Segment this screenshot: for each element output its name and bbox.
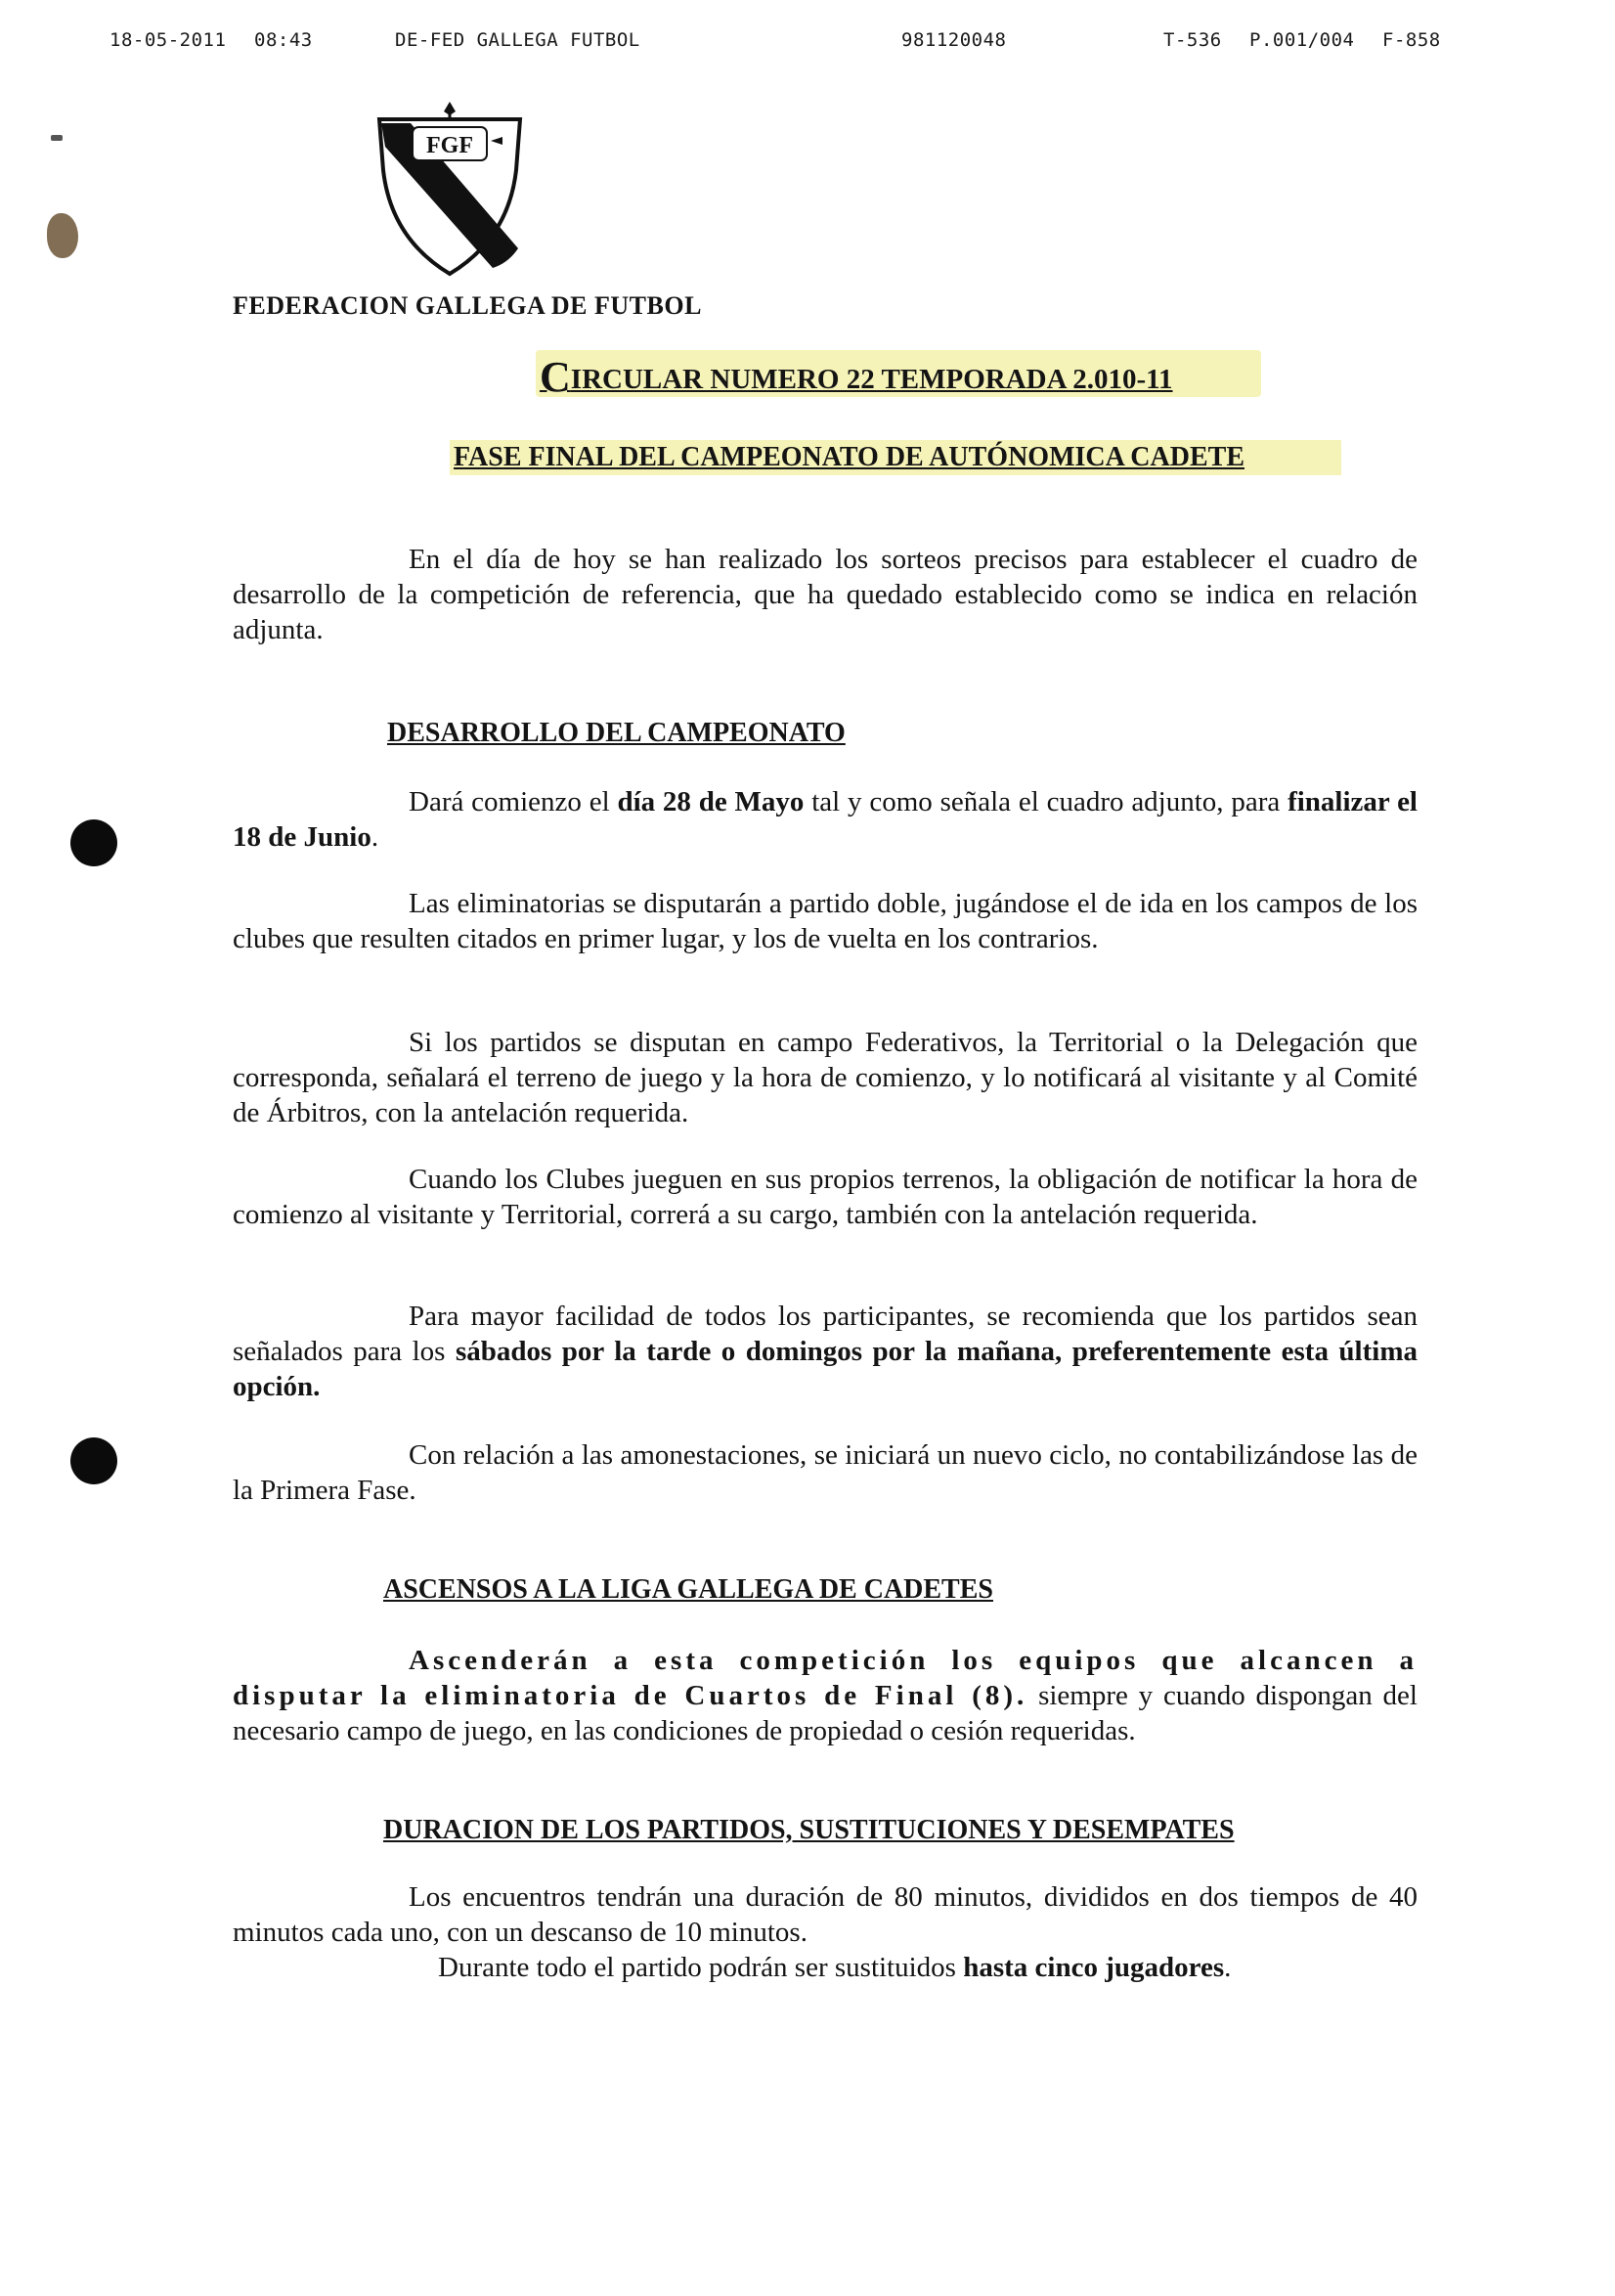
fax-time: 08:43 — [254, 29, 313, 51]
desarrollo-paragraph-4: Cuando los Clubes jueguen en sus propios terrenos, la obligación de notificar la hora de comienzo al visitante y Territorial, correrá a su cargo, también con la antelación requerida. — [233, 1164, 1418, 1230]
scan-speck — [51, 135, 63, 141]
section-desarrollo-title: DESARROLLO DEL CAMPEONATO — [387, 718, 846, 748]
desarrollo-paragraph-3: Si los partidos se disputan en campo Federativos, la Territorial o la Delegación que corresponda, señalará el terreno de juego y la hora de comienzo, y lo notificará al visitante y al Comité de Árbitros, con la antelación requerida. — [233, 1027, 1418, 1128]
fax-header — [0, 18, 1615, 57]
crest-letters: FGF — [426, 133, 473, 158]
fax-date: 18-05-2011 — [109, 29, 227, 51]
scan-smudge — [47, 213, 78, 258]
punch-hole-bottom — [70, 1437, 117, 1484]
circular-initial: C — [540, 353, 571, 401]
federation-crest-logo — [371, 102, 528, 278]
desarrollo-paragraph-1: Dará comienzo el día 28 de Mayo tal y como señala el cuadro adjunto, para finalizar el 18 de Junio. — [233, 786, 1418, 853]
document-subtitle: FASE FINAL DEL CAMPEONATO DE AUTÓNOMICA CADETE — [454, 442, 1244, 472]
section-ascensos-title: ASCENSOS A LA LIGA GALLEGA DE CADETES — [383, 1574, 993, 1605]
organization-name: FEDERACION GALLEGA DE FUTBOL — [233, 291, 702, 320]
ascensos-paragraph: Ascenderán a esta competición los equipos que alcancen a disputar la eliminatoria de Cuartos de Final (8). siempre y cuando dispongan del necesario campo de juego, en las condiciones de propiedad o cesión requeridas. — [233, 1645, 1418, 1746]
fax-phone: 981120048 — [901, 29, 1007, 51]
fax-sender: DE-FED GALLEGA FUTBOL — [395, 29, 640, 51]
desarrollo-paragraph-6: Con relación a las amonestaciones, se iniciará un nuevo ciclo, no contabilizándose las de la Primera Fase. — [233, 1439, 1418, 1506]
desarrollo-paragraph-2: Las eliminatorias se disputarán a partido doble, jugándose el de ida en los campos de los clubes que resulten citados en primer lugar, y los de vuelta en los contrarios. — [233, 888, 1418, 954]
fax-code: T-536 — [1163, 29, 1222, 51]
punch-hole-top — [70, 819, 117, 866]
duracion-paragraph-1: Los encuentros tendrán una duración de 80 minutos, divididos en dos tiempos de 40 minutos cada uno, con un descanso de 10 minutos. — [233, 1881, 1418, 1948]
intro-paragraph: En el día de hoy se han realizado los sorteos precisos para establecer el cuadro de desarrollo de la competición de referencia, que ha quedado establecido como se indica en relación adjunta. — [233, 544, 1418, 645]
circular-rest: IRCULAR NUMERO 22 TEMPORADA 2.010-11 — [570, 364, 1173, 395]
duracion-paragraph-2: Durante todo el partido podrán ser sustituidos hasta cinco jugadores. — [438, 1952, 1232, 1983]
section-duracion-title: DURACION DE LOS PARTIDOS, SUSTITUCIONES Y DESEMPATES — [383, 1815, 1235, 1845]
desarrollo-paragraph-5: Para mayor facilidad de todos los participantes, se recomienda que los partidos sean señalados para los sábados por la tarde o domingos por la mañana, preferentemente esta última opción. — [233, 1301, 1418, 1402]
fax-page: P.001/004 — [1249, 29, 1355, 51]
circular-number-title — [540, 352, 1173, 402]
fax-fcode: F-858 — [1382, 29, 1441, 51]
